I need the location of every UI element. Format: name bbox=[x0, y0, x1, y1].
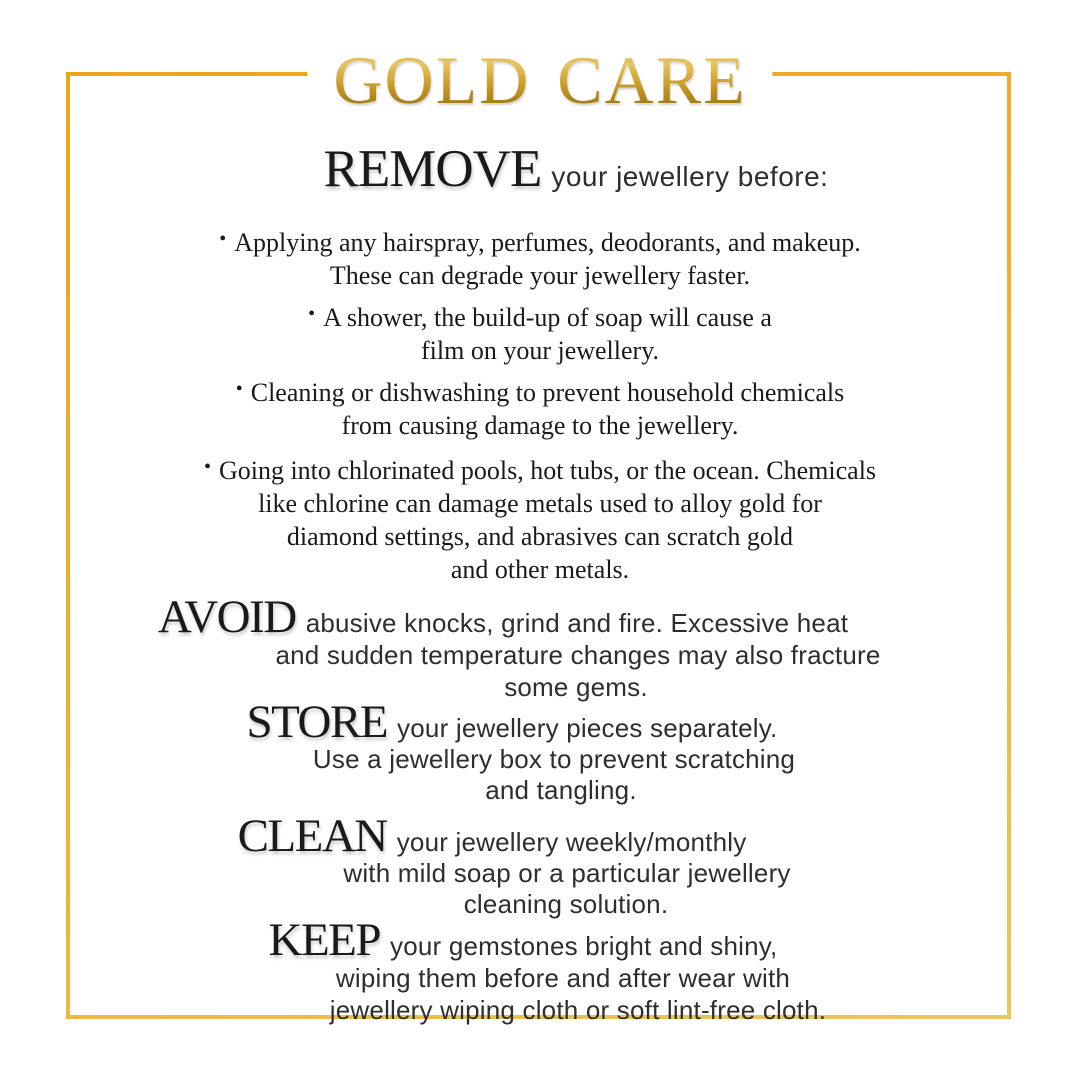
section-text: Use a jewellery box to prevent scratching bbox=[312, 744, 796, 774]
section-text: and tangling. bbox=[485, 775, 637, 805]
bullet-text: Applying any hairspray, perfumes, deodorants, and makeup. bbox=[234, 228, 861, 257]
bullet-text: These can degrade your jewellery faster. bbox=[329, 261, 751, 290]
bullet-text: film on your jewellery. bbox=[420, 336, 660, 365]
bullet-text: and other metals. bbox=[450, 555, 630, 584]
bullet-icon: • bbox=[203, 456, 211, 478]
list-item bbox=[0, 373, 1080, 442]
section-text: abusive knocks, grind and fire. Excessive heat bbox=[305, 608, 849, 638]
bullet-text: like chlorine can damage metals used to alloy gold for bbox=[258, 489, 822, 518]
section-text: your jewellery weekly/monthly bbox=[396, 827, 747, 857]
section-line bbox=[0, 696, 1052, 748]
remove-heading: REMOVE bbox=[323, 140, 542, 198]
bullet-icon: • bbox=[308, 303, 316, 325]
page-title-text: GOLD CARE bbox=[333, 42, 747, 118]
bullet-icon: • bbox=[235, 378, 243, 400]
remove-bullet-list bbox=[0, 223, 1080, 586]
section-avoid bbox=[0, 591, 1080, 703]
section-text: with mild soap or a particular jewellery bbox=[343, 858, 791, 888]
keep-heading: KEEP bbox=[268, 914, 381, 966]
section-text: some gems. bbox=[504, 672, 648, 702]
bullet-text: A shower, the build-up of soap will cause a bbox=[323, 303, 772, 332]
poster-content bbox=[0, 140, 1080, 1026]
list-item bbox=[0, 298, 1080, 367]
bullet-line bbox=[0, 451, 1080, 487]
section-text: jewellery wiping cloth or soft lint-free cloth. bbox=[329, 995, 827, 1025]
section-clean bbox=[0, 810, 1080, 920]
section-text: cleaning solution. bbox=[463, 889, 669, 919]
bullet-text: Going into chlorinated pools, hot tubs, or the ocean. Chemicals bbox=[218, 456, 877, 485]
bullet-line bbox=[0, 373, 1080, 409]
bullet-text: diamond settings, and abrasives can scratch gold bbox=[286, 522, 794, 551]
bullet-icon: • bbox=[219, 228, 227, 250]
remove-tagline: your jewellery before: bbox=[551, 161, 829, 192]
section-text: wiping them before and after wear with bbox=[335, 963, 791, 993]
avoid-heading: AVOID bbox=[157, 591, 296, 643]
section-store bbox=[0, 696, 1080, 806]
clean-heading: CLEAN bbox=[237, 810, 387, 862]
section-line bbox=[0, 591, 1043, 643]
list-item bbox=[0, 451, 1080, 586]
section-text: your gemstones bright and shiny, bbox=[390, 931, 778, 961]
store-heading: STORE bbox=[246, 696, 388, 748]
section-text: your jewellery pieces separately. bbox=[397, 713, 778, 743]
bullet-line bbox=[0, 223, 1080, 259]
page-title bbox=[307, 42, 772, 137]
section-line bbox=[0, 914, 1063, 966]
bullet-text: from causing damage to the jewellery. bbox=[341, 411, 739, 440]
section-line bbox=[0, 810, 1032, 862]
list-item bbox=[0, 223, 1080, 292]
section-keep bbox=[0, 914, 1080, 1026]
bullet-text: Cleaning or dishwashing to prevent household chemicals bbox=[250, 378, 845, 407]
bullet-line bbox=[0, 298, 1080, 334]
section-text: and sudden temperature changes may also fracture bbox=[275, 640, 881, 670]
remove-header-line bbox=[36, 140, 1080, 211]
